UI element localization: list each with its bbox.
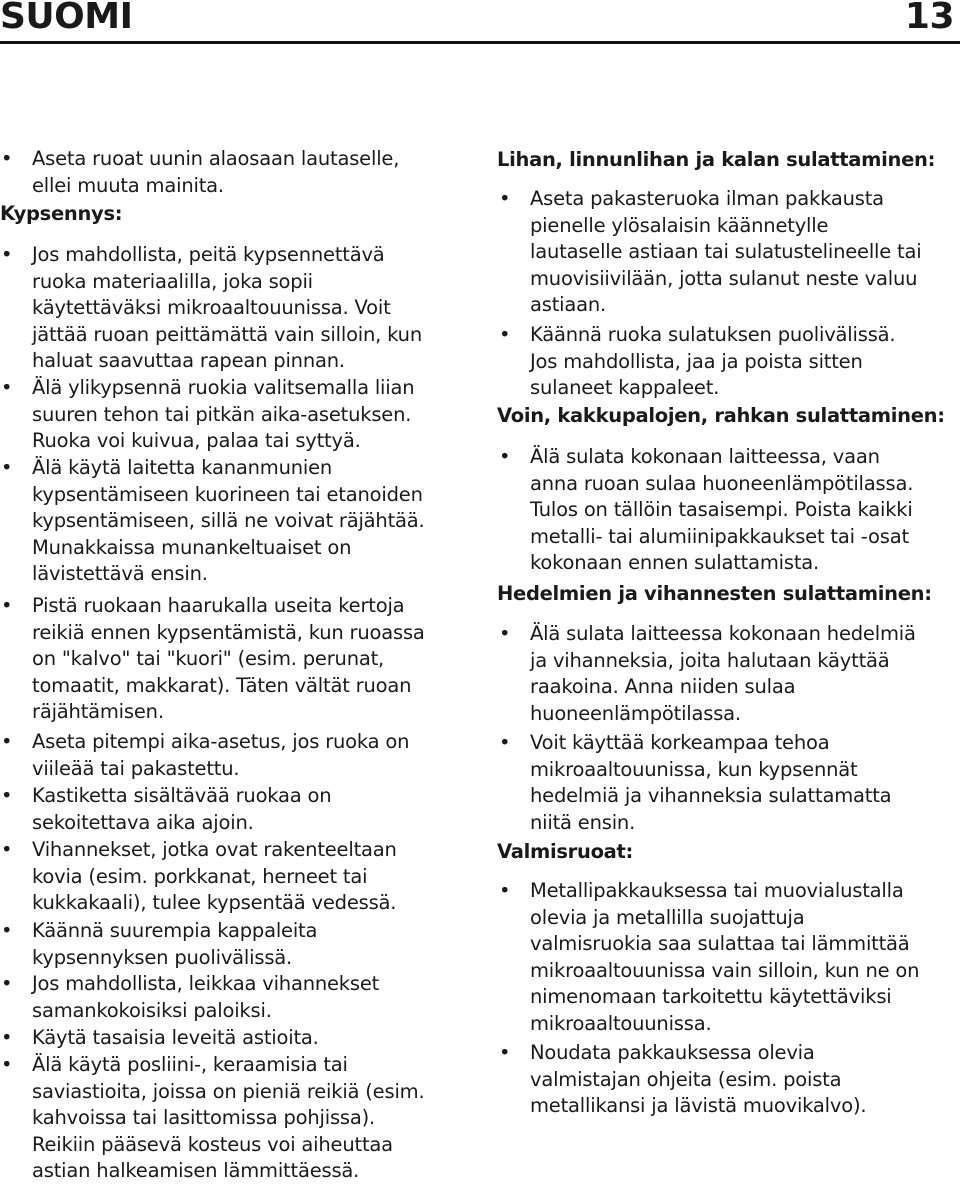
list-item-text: Älä käytä posliini-, keraamisia tai saviastioita, joissa on pieniä reikiä (esim. kahvoissa tai lasittomissa pohjissa). Reikiin pääsevä kosteus voi aiheuttaa astian halkeamisen lämmittäessä. [32,1053,425,1183]
bullet-icon: • [1,1053,13,1076]
list-item [1,593,472,726]
list-item-text: Noudata pakkauksessa olevia valmistajan ohjeita (esim. poista metallikansi ja lävistä muovikalvo). [530,1041,867,1118]
section-language-title: SUOMI [0,0,133,37]
bullet-icon: • [499,622,511,645]
list-item-text: Käytä tasaisia leveitä astioita. [32,1026,319,1049]
list-item-text: Älä ylikypsennä ruokia valitsemalla liian suuren tehon tai pitkän aika-asetuksen. Ruoka voi kuivua, palaa tai syttyä. [32,376,415,453]
bullet-icon: • [499,879,511,902]
list-item-text: Jos mahdollista, peitä kypsennettävä ruoka materiaalilla, joka sopii käytettäväksi mikroaaltouunissa. Voit jättää ruoan peittämättä vain silloin, kun haluat saavuttaa rapean pinnan. [32,243,422,373]
bullet-icon: • [1,594,13,617]
bullet-icon: • [1,730,13,753]
bullet-icon: • [1,376,13,399]
bullet-icon: • [1,243,13,266]
bullet-icon: • [499,1041,511,1064]
list-item [499,730,960,836]
bullet-icon: • [1,919,13,942]
list-item-text: Pistä ruokaan haarukalla useita kertoja reikiä ennen kypsentämistä, kun ruoassa on "kalvo" tai "kuori" (esim. perunat, tomaatit, makkarat). Täten vältät ruoan räjähtämisen. [32,594,425,724]
list-item [1,1052,472,1185]
list-item-text: Älä sulata kokonaan laitteessa, vaan anna ruoan sulaa huoneenlämpötilassa. Tulos on tällöin tasaisempi. Poista kaikki metalli- tai alumiinipakkaukset tai -osat kokonaan ennen sulattamista. [530,445,914,575]
list-item-text: Aseta pitempi aika-asetus, jos ruoka on viileää tai pakastettu. [32,730,410,780]
bullet-icon: • [1,784,13,807]
list-item [499,322,960,402]
list-item-text: Vihannekset, jotka ovat rakenteeltaan kovia (esim. porkkanat, herneet tai kukkakaali), tulee kypsentää vedessä. [32,838,397,915]
list-item-text: Metallipakkauksessa tai muovialustalla olevia ja metallilla suojattuja valmisruokia saa sulattaa tai lämmittää mikroaaltouunissa vain silloin, kun ne on nimenomaan tarkoitettu käytettäviksi mikroaaltouunissa. [530,879,920,1035]
list-item [499,444,960,577]
list-item-text: Käännä suurempia kappaleita kypsennyksen puolivälissä. [32,919,318,969]
bullet-icon: • [499,323,511,346]
list-item [1,146,472,199]
list-item [1,783,472,836]
bullet-icon: • [1,147,13,170]
bullet-icon: • [1,972,13,995]
list-item-text: Aseta ruoat uunin alaosaan lautaselle, ellei muuta mainita. [32,147,400,197]
list-item-text: Aseta pakasteruoka ilman pakkausta pienelle ylösalaisin käännetylle lautaselle astiaan tai sulatustelineelle tai muovisiivilään, jotta sulanut neste valuu astiaan. [530,187,922,317]
bullet-icon: • [1,456,13,479]
list-item [1,837,472,917]
list-item [1,242,472,375]
list-item [1,918,472,971]
bullet-icon: • [499,187,511,210]
section-heading-cooking: Kypsennys: [0,202,123,225]
list-item [1,971,472,1024]
page-number: 13 [904,0,954,37]
list-item-text: Älä sulata laitteessa kokonaan hedelmiä ja vihanneksia, joita halutaan käyttää raakoina. Anna niiden sulaa huoneenlämpötilassa. [530,622,916,725]
list-item [1,375,472,455]
list-item-text: Jos mahdollista, leikkaa vihannekset samankokoisiksi paloiksi. [32,972,380,1022]
list-item [499,186,960,319]
list-item [1,455,472,588]
bullet-icon: • [1,1026,13,1049]
list-item-text: Voit käyttää korkeampaa tehoa mikroaaltouunissa, kun kypsennät hedelmiä ja vihanneksia sulattamatta niitä ensin. [530,731,892,834]
bullet-icon: • [1,838,13,861]
list-item [499,878,960,1038]
bullet-icon: • [499,731,511,754]
list-item [499,621,960,727]
list-item-text: Älä käytä laitetta kananmunien kypsentämiseen kuorineen tai etanoiden kypsentämiseen, sillä ne voivat räjähtää. Munakkaissa munankeltuaiset on lävistettävä ensin. [32,456,425,586]
section-heading-meat: Lihan, linnunlihan ja kalan sulattaminen: [497,148,936,171]
list-item-text: Käännä ruoka sulatuksen puolivälissä. Jos mahdollista, jaa ja poista sitten sulaneet kappaleet. [530,323,896,400]
list-item-text: Kastiketta sisältävää ruokaa on sekoitettava aika ajoin. [32,784,332,834]
header-rule [0,41,960,44]
list-item [1,1025,472,1052]
section-heading-fruit: Hedelmien ja vihannesten sulattaminen: [497,582,932,605]
list-item [499,1040,960,1120]
section-heading-butter: Voin, kakkupalojen, rahkan sulattaminen: [497,404,945,427]
list-item [1,729,472,782]
section-heading-ready-meals: Valmisruoat: [497,840,634,863]
bullet-icon: • [499,445,511,468]
